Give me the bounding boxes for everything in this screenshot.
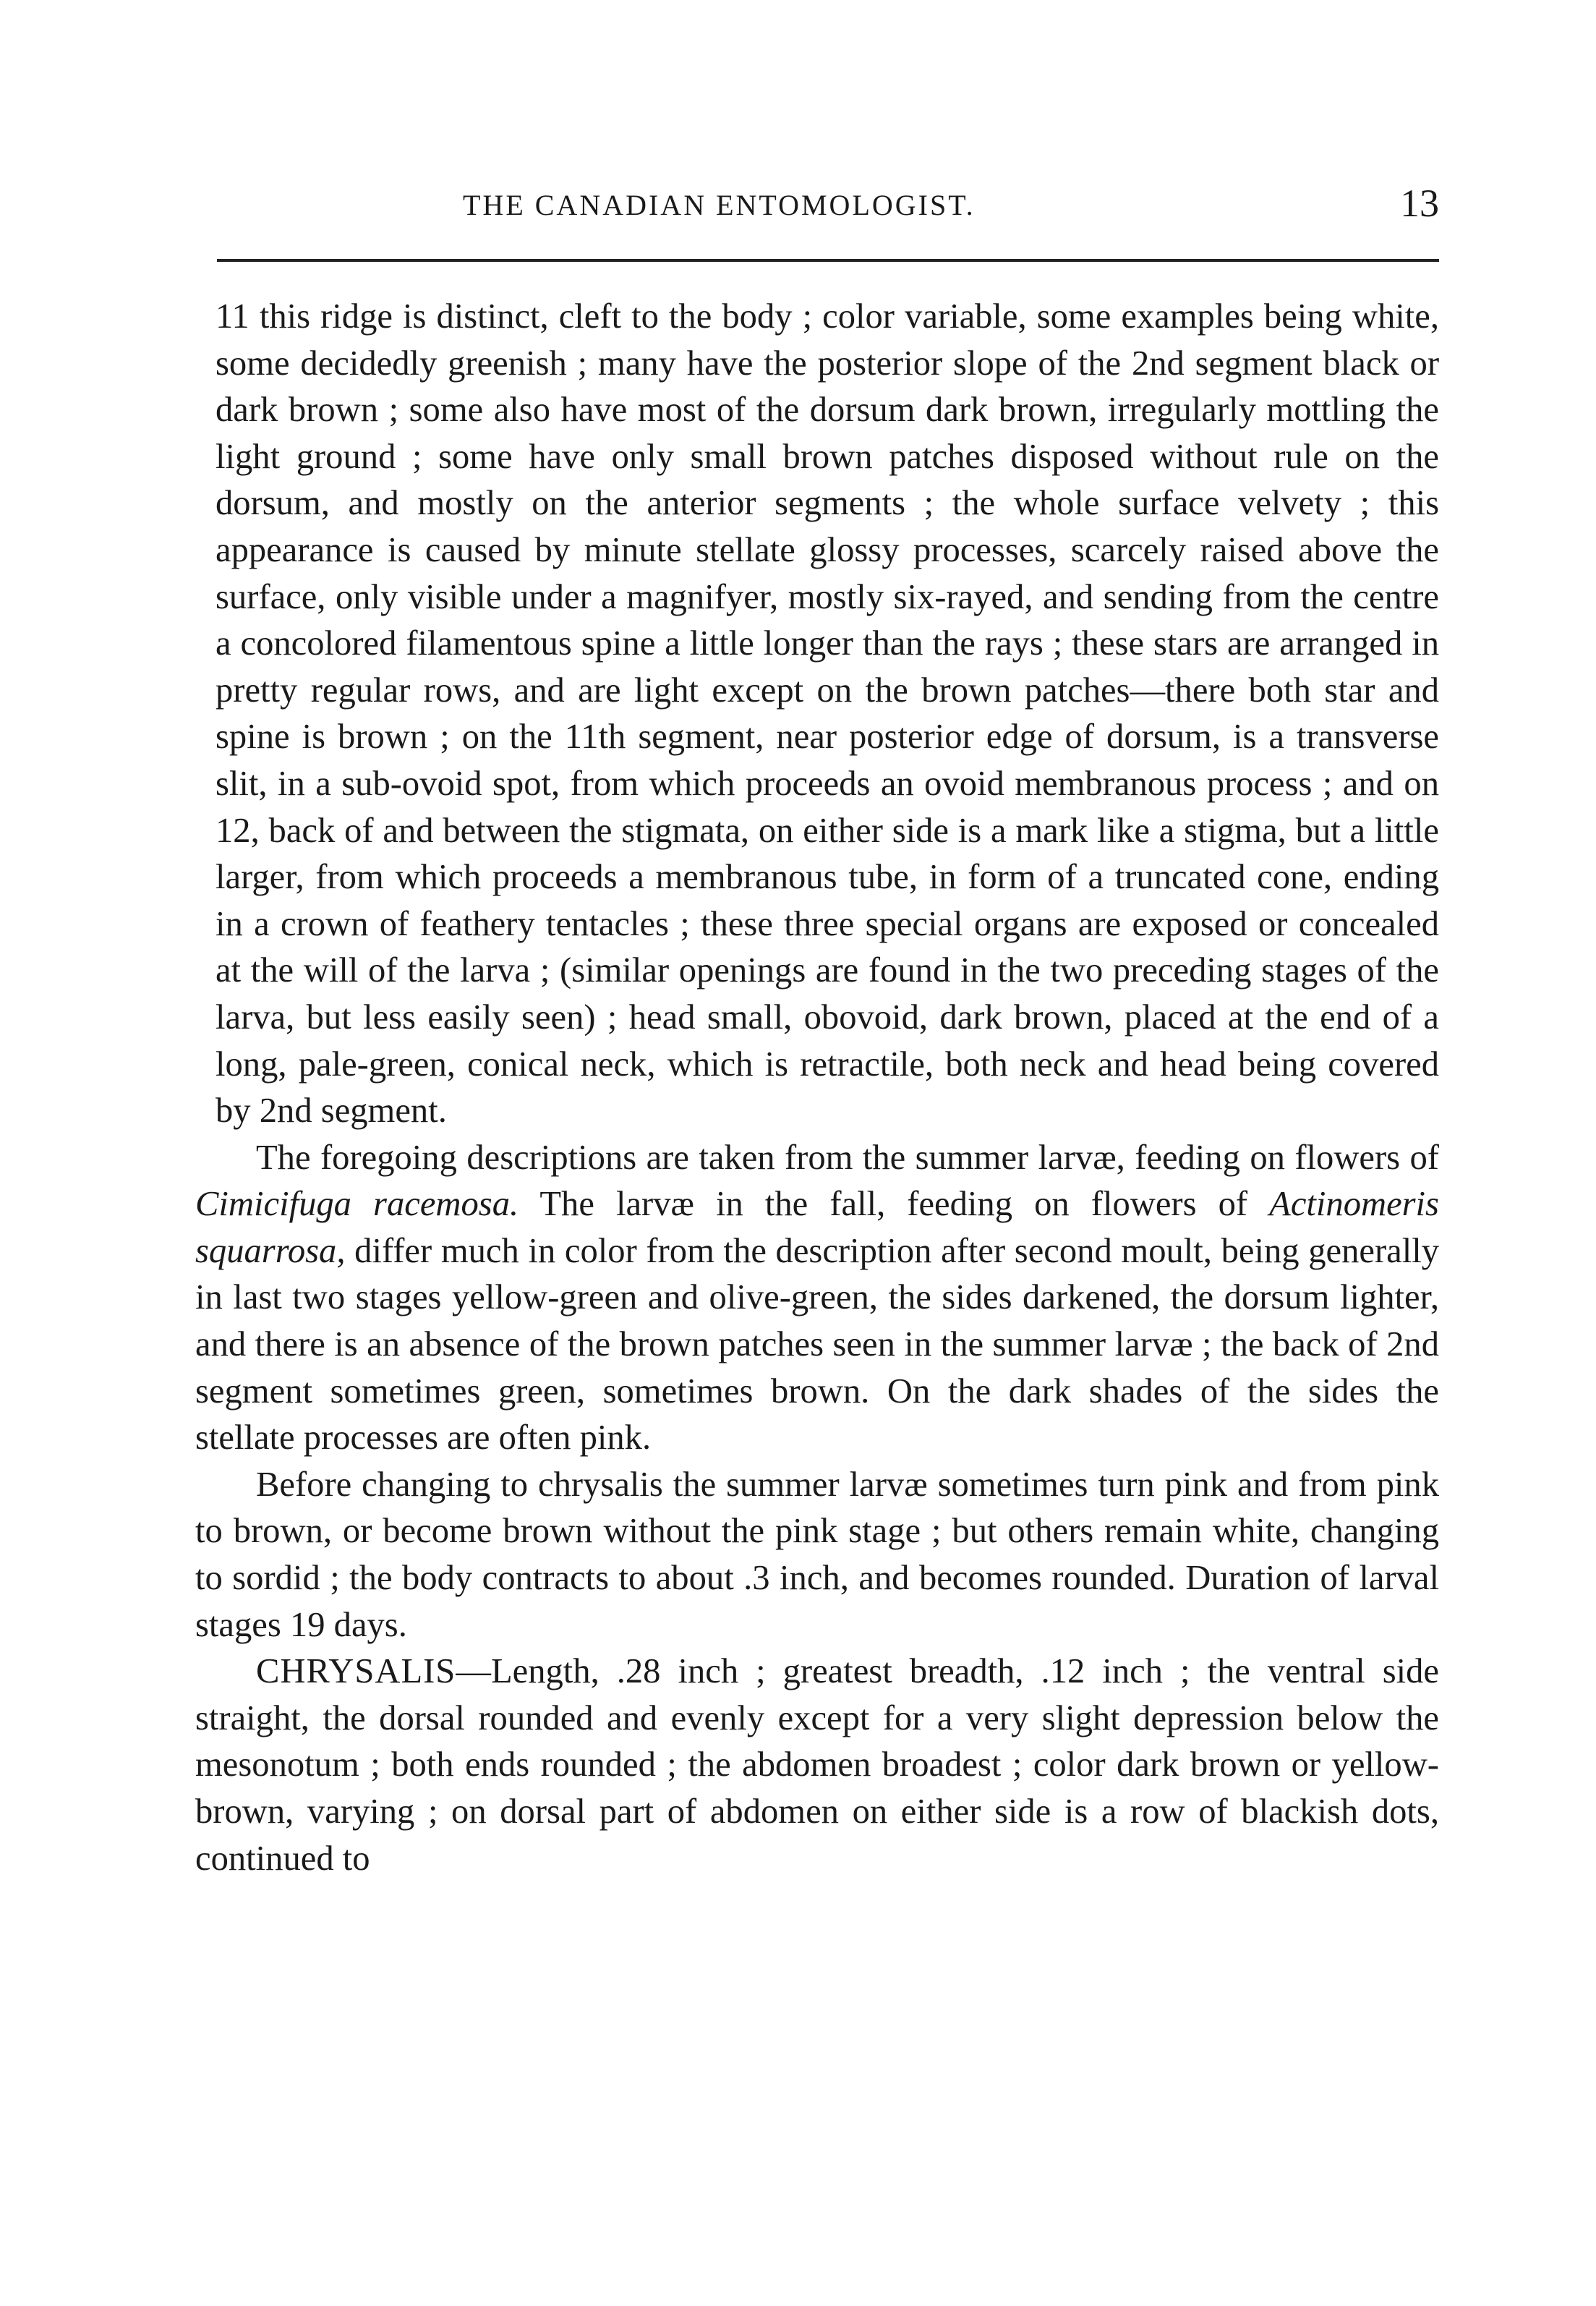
chrysalis-heading: CHRYSALIS	[256, 1651, 456, 1691]
page-number: 13	[1400, 182, 1439, 225]
paragraph-before-chrysalis: Before changing to chrysalis the summer larvæ sometimes turn pink and from pink to brown, or become brown without the pink stage ; but others remain white, changing to sordid ; the body contracts to about .3 inch, and becomes rounded. Duration of larval stages 19 days.	[195, 1464, 1439, 1644]
species-name-cimicifuga: Cimicifuga racemosa.	[195, 1184, 519, 1224]
paragraph-text: —Length, .28 inch ; greatest breadth, .12 inch ; the ventral side straight, the dorsal rounded and evenly except for a very slight depression below the mesonotum ; both ends rounded ; the abdomen broadest ; color dark brown or yellow-brown, varying ; on dorsal part of abdomen on either side is a row of blackish dots, continued to	[195, 1651, 1439, 1878]
paragraph-summer-larvae	[195, 1134, 1439, 1461]
paragraph-chrysalis	[195, 1648, 1439, 1881]
paragraph-larva-description: 11 this ridge is distinct, cleft to the body ; color variable, some examples being white, some decidedly greenish ; many have the posterior slope of the 2nd segment black or dark brown ; some also have most of the dorsum dark brown, irregularly mottling the light ground ; some have only small brown patches disposed without rule on the dorsum, and mostly on the anterior segments ; the whole surface velvety ; this appearance is caused by minute stellate glossy processes, scarcely raised above the surface, only visible under a magnifyer, mostly six-rayed, and sending from the centre a concolored filamentous spine a little longer than the rays ; these stars are arranged in pretty regular rows, and are light except on the brown patches—there both star and spine is brown ; on the 11th segment, near posterior edge of dorsum, is a transverse slit, in a sub-ovoid spot, from which proceeds an ovoid membranous process ; and on 12, back of and between the stigmata, on either side is a mark like a stigma, but a little larger, from which proceeds a membranous tube, in form of a truncated cone, ending in a crown of feathery tentacles ; these three special organs are exposed or concealed at the will of the larva ; (similar openings are found in the two preceding stages of the larva, but less easily seen) ; head small, obovoid, dark brown, placed at the end of a long, pale-green, conical neck, which is retractile, both neck and head being covered by 2nd segment.	[215, 297, 1439, 1131]
body-text	[195, 293, 1439, 1881]
page	[195, 181, 1439, 1878]
paragraph-text: differ much in color from the description after second moult, being generally in last two stages yellow-green and olive-green, the sides darkened, the dorsum lighter, and there is an absence of the brown patches seen in the summer larvæ ; the back of 2nd segment sometimes green, sometimes brown. On the dark shades of the sides the stellate processes are often pink.	[195, 1230, 1439, 1458]
paragraph-text: The foregoing descriptions are taken from the summer larvæ, feeding on flowers of	[256, 1137, 1439, 1177]
running-title: THE CANADIAN ENTOMOLOGIST.	[463, 189, 976, 221]
header-rule	[217, 259, 1439, 262]
species-name-actinomeris: Actinomeris squarrosa,	[195, 1184, 1439, 1270]
running-head	[195, 181, 1439, 231]
paragraph-text: The larvæ in the fall, feeding on flowers of	[519, 1184, 1270, 1224]
